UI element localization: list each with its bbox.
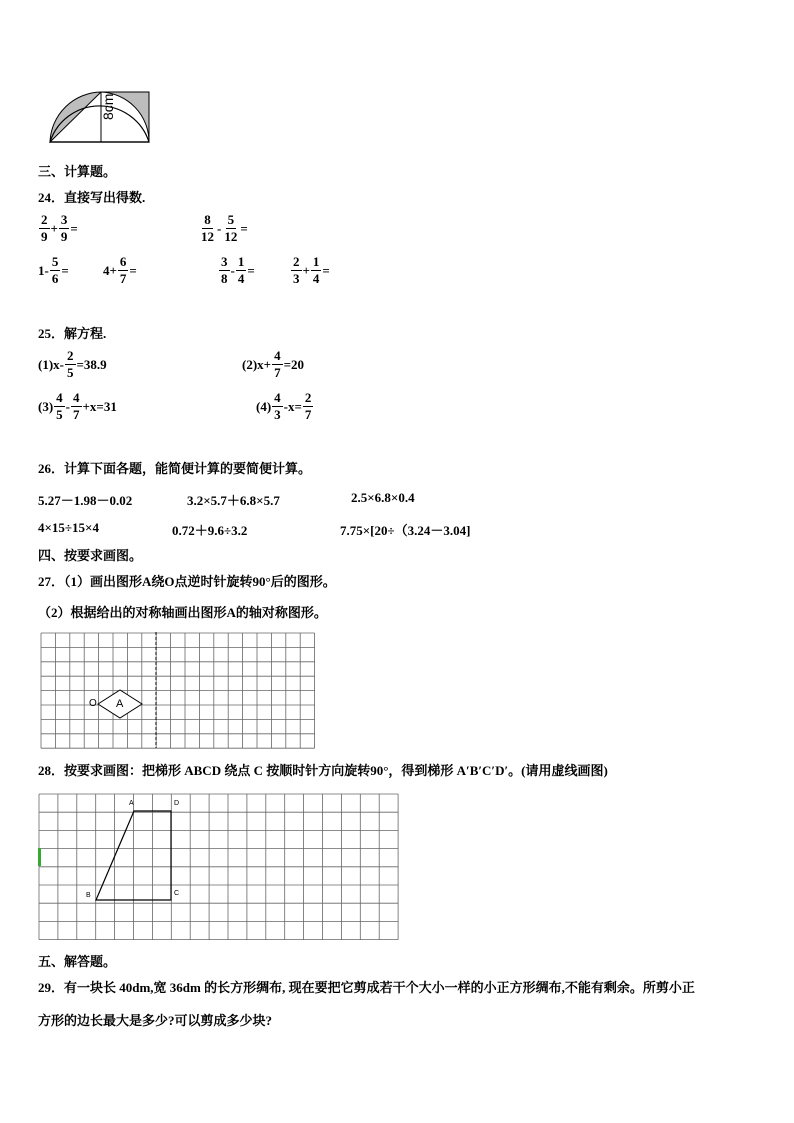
q29-line-2: 方形的边长最大是多少?可以剪成多少块? <box>38 1013 273 1028</box>
q27-grid <box>40 632 315 750</box>
q24-item-5: $\frac{3}{8}$ - $\frac{1}{4}$ = <box>221 254 255 286</box>
q24-item-6: $\frac{2}{3}$ + $\frac{1}{4}$ = <box>293 254 330 286</box>
q28-label-a: A <box>129 800 134 807</box>
q26-expr-6: 7.75×[20÷（3.24－3.04] <box>340 523 471 538</box>
q24-item-3: 1- $\frac{5}{6}$ = <box>38 254 69 286</box>
q26-expr-5: 0.72＋9.6÷3.2 <box>172 523 248 538</box>
q27-point-o-label: O <box>89 698 97 709</box>
q28-grid <box>38 793 400 941</box>
q28-label-d: D <box>174 800 180 807</box>
q29-line-1: 29．有一块长 40dm,宽 36dm 的长方形绸布, 现在要把它剪成若干个大小一样的小正方形绸布,不能有剩余。所剪小正 <box>38 980 695 995</box>
q25-equation-3: (3) $\frac{4}{5}$ - $\frac{4}{7}$ +x=31 <box>38 390 117 422</box>
q25-title: 25．解方程. <box>38 326 107 341</box>
q27-line-2: （2）根据给出的对称轴画出图形A的轴对称图形。 <box>38 605 327 620</box>
section4-title: 四、按要求画图。 <box>38 548 143 563</box>
q26-expr-1: 5.27－1.98－0.02 <box>38 493 133 508</box>
q24-item-1: $\frac{2}{9}$ + $\frac{3}{9}$ = <box>41 212 78 244</box>
q28-label-c: C <box>174 890 180 897</box>
section5-title: 五、解答题。 <box>38 954 117 969</box>
q24-item-4: 4+ $\frac{6}{7}$ = <box>103 254 137 286</box>
q24-title: 24．直接写出得数. <box>38 190 146 205</box>
section3-title: 三、计算题。 <box>38 164 117 179</box>
figure-dimension-label: 8cm <box>100 93 116 120</box>
q28-label-b: B <box>86 892 91 899</box>
q25-equation-4: (4) $\frac{4}{3}$ -x= $\frac{2}{7}$ <box>256 390 312 422</box>
q24-item-2: $\frac{8}{12}$ - $\frac{5}{12}$ = <box>201 212 248 244</box>
q25-equation-2: (2)x+ $\frac{4}{7}$ =20 <box>242 348 304 380</box>
q27-line-1: 27．（1）画出图形A绕O点逆时针旋转90°后的图形。 <box>38 574 336 589</box>
q26-expr-4: 4×15÷15×4 <box>38 520 99 535</box>
q26-expr-3: 2.5×6.8×0.4 <box>351 490 415 505</box>
q27-shape-a-label: A <box>116 698 124 710</box>
q28-title: 28．按要求画图：把梯形 ABCD 绕点 C 按顺时针方向旋转90°，得到梯形 A′B′C′D′。(请用虚线画图) <box>38 763 608 778</box>
q26-title: 26．计算下面各题，能简便计算的要简便计算。 <box>38 461 312 476</box>
q26-expr-2: 3.2×5.7＋6.8×5.7 <box>187 493 280 508</box>
q25-equation-1: (1)x- $\frac{2}{5}$ =38.9 <box>38 348 107 380</box>
